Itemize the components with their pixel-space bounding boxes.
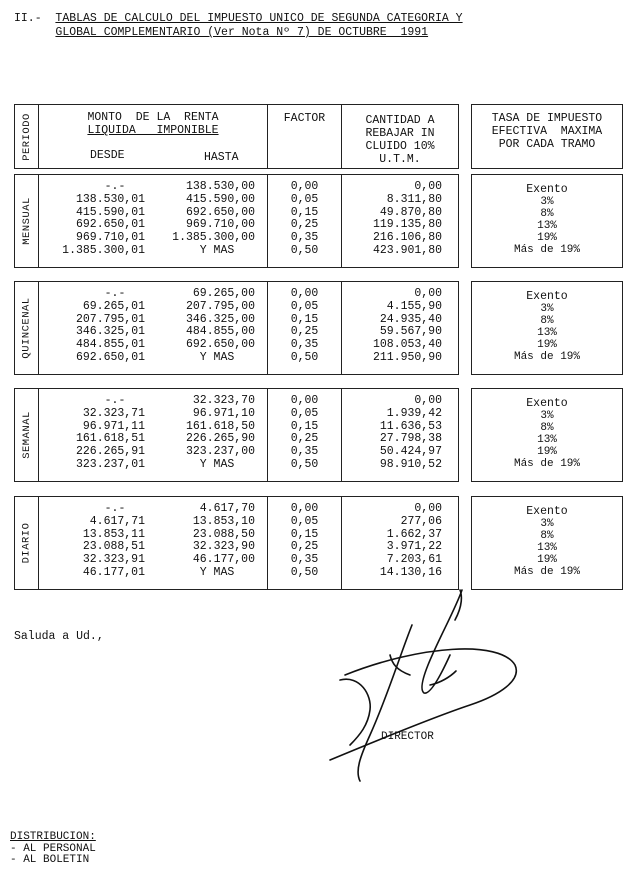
- hasta-value: 46.177,00: [192, 553, 255, 567]
- tasa-rate: 3%: [540, 410, 554, 422]
- tasa-rate: Más de 19%: [513, 244, 580, 256]
- cantidad-value: 1.662,37: [386, 527, 442, 541]
- desde-value: 13.853,11: [82, 527, 145, 541]
- factor-value: 0,15: [290, 527, 319, 541]
- desde-value: 96.971,11: [82, 419, 145, 433]
- cantidad-header-line-3: CLUIDO 10%: [365, 140, 435, 153]
- cantidad-value: 24.935,40: [379, 312, 442, 326]
- tasa-rate: 3%: [540, 196, 554, 208]
- desde-header: DESDE: [90, 149, 125, 162]
- tasa-rate: 3%: [540, 518, 554, 530]
- hasta-value: Y MAS: [199, 351, 235, 364]
- hasta-value: 138.530,00: [185, 180, 255, 193]
- signature-title: DIRECTOR: [381, 731, 434, 743]
- tasa-rate: 8%: [540, 530, 554, 542]
- factor-value: 0,05: [290, 299, 319, 313]
- tasa-rate: Exento: [526, 290, 568, 303]
- title-prefix: II.-: [14, 12, 42, 25]
- period-label: DIARIO: [20, 522, 33, 564]
- factor-value: 0,15: [290, 312, 319, 326]
- cantidad-value: 14.130,16: [379, 566, 442, 579]
- tasa-rate: 8%: [540, 422, 554, 434]
- desde-value: 226.265,91: [75, 445, 145, 459]
- tasa-block-semanal: [471, 388, 623, 482]
- hasta-value: 692.650,00: [185, 205, 255, 219]
- factor-value: 0,35: [290, 231, 319, 245]
- desde-value: 692.650,01: [75, 218, 145, 232]
- factor-value: 0,25: [290, 325, 319, 339]
- hasta-value: Y MAS: [199, 244, 235, 257]
- handwritten-signature: [300, 585, 530, 795]
- tasa-rate: 19%: [537, 339, 557, 351]
- tasa-rate: 8%: [540, 208, 554, 220]
- factor-value: 0,00: [290, 180, 319, 193]
- tasa-block-quincenal: [471, 281, 623, 375]
- tasa-rate: Más de 19%: [513, 566, 580, 578]
- cantidad-value: 277,06: [400, 514, 442, 528]
- distribution-item: - AL BOLETIN: [10, 854, 90, 866]
- cantidad-value: 3.971,22: [386, 540, 442, 554]
- cantidad-header-line-4: U.T.M.: [379, 153, 421, 166]
- cantidad-value: 1.939,42: [386, 406, 442, 420]
- tasa-rate: 13%: [537, 220, 557, 232]
- distribution-title: DISTRIBUCION:: [10, 831, 96, 843]
- tasa-rate: Exento: [526, 397, 568, 410]
- desde-value: 32.323,71: [82, 406, 145, 420]
- desde-value: 484.855,01: [75, 338, 145, 352]
- cantidad-value: 7.203,61: [386, 553, 442, 567]
- tasa-block-diario: [471, 496, 623, 590]
- tasa-rate: 19%: [537, 446, 557, 458]
- tasa-rate: 3%: [540, 303, 554, 315]
- period-label: SEMANAL: [20, 411, 33, 459]
- tasa-block-mensual: [471, 174, 623, 268]
- tasa-rate: Más de 19%: [513, 351, 580, 363]
- factor-value: 0,50: [290, 566, 319, 579]
- desde-value: 161.618,51: [75, 432, 145, 446]
- tasa-rate: Exento: [526, 505, 568, 518]
- hasta-value: 161.618,50: [185, 419, 255, 433]
- document-title: [14, 12, 463, 40]
- hasta-value: 96.971,10: [192, 406, 255, 420]
- period-block-mensual: [14, 174, 459, 268]
- factor-value: 0,35: [290, 553, 319, 567]
- factor-value: 0,00: [290, 287, 319, 300]
- desde-value: -.-: [104, 394, 126, 407]
- monto-header-line-1: MONTO DE LA RENTA: [87, 111, 219, 124]
- hasta-value: 226.265,90: [185, 432, 255, 446]
- factor-value: 0,05: [290, 192, 319, 206]
- cantidad-value: 50.424,97: [379, 445, 442, 459]
- cantidad-value: 211.950,90: [372, 351, 442, 364]
- desde-value: 32.323,91: [82, 553, 145, 567]
- desde-value: -.-: [104, 287, 126, 300]
- title-line-1: TABLAS DE CALCULO DEL IMPUESTO UNICO DE SEGUNDA CATEGORIA Y: [55, 12, 463, 25]
- tasa-rate: 13%: [537, 327, 557, 339]
- desde-value: 46.177,01: [82, 566, 145, 579]
- tasa-rate: 8%: [540, 315, 554, 327]
- hasta-value: 415.590,00: [185, 192, 255, 206]
- hasta-value: 32.323,70: [192, 394, 255, 407]
- hasta-value: 346.325,00: [185, 312, 255, 326]
- period-block-quincenal: [14, 281, 459, 375]
- factor-value: 0,05: [290, 406, 319, 420]
- cantidad-value: 0,00: [414, 180, 442, 193]
- cantidad-value: 423.901,80: [372, 244, 442, 257]
- factor-header: FACTOR: [283, 112, 326, 125]
- cantidad-value: 49.870,80: [379, 205, 442, 219]
- factor-value: 0,05: [290, 514, 319, 528]
- cantidad-value: 8.311,80: [386, 192, 442, 206]
- desde-value: 4.617,71: [89, 514, 145, 528]
- period-label: MENSUAL: [20, 197, 33, 245]
- closing-text: Saluda a Ud.,: [14, 630, 104, 643]
- title-line-2: GLOBAL COMPLEMENTARIO (Ver Nota Nº 7) DE OCTUBRE 1991: [55, 26, 429, 39]
- hasta-value: 692.650,00: [185, 338, 255, 352]
- factor-value: 0,15: [290, 419, 319, 433]
- desde-value: 23.088,51: [82, 540, 145, 554]
- tasa-rate: 13%: [537, 434, 557, 446]
- monto-header-line-2: LIQUIDA IMPONIBLE: [87, 124, 219, 137]
- hasta-value: 4.617,70: [199, 502, 255, 515]
- hasta-value: 323.237,00: [185, 445, 255, 459]
- cantidad-value: 0,00: [414, 287, 442, 300]
- desde-value: 415.590,01: [75, 205, 145, 219]
- table-header-box: [14, 104, 459, 169]
- tasa-rate: 13%: [537, 542, 557, 554]
- desde-value: -.-: [104, 180, 126, 193]
- tasa-rates: [472, 505, 622, 578]
- cantidad-value: 59.567,90: [379, 325, 442, 339]
- cantidad-value: 4.155,90: [386, 299, 442, 313]
- factor-value: 0,25: [290, 540, 319, 554]
- factor-value: 0,25: [290, 432, 319, 446]
- hasta-value: 484.855,00: [185, 325, 255, 339]
- tasa-rates: [472, 183, 622, 256]
- factor-value: 0,50: [290, 244, 319, 257]
- tasa-rate: Exento: [526, 183, 568, 196]
- hasta-value: 23.088,50: [192, 527, 255, 541]
- cantidad-header-line-2: REBAJAR IN: [365, 127, 435, 140]
- hasta-value: 969.710,00: [185, 218, 255, 232]
- distribution-item: - AL PERSONAL: [10, 842, 96, 855]
- desde-value: 207.795,01: [75, 312, 145, 326]
- hasta-header: HASTA: [204, 151, 239, 164]
- factor-value: 0,35: [290, 445, 319, 459]
- tasa-rates: [472, 290, 622, 363]
- factor-value: 0,35: [290, 338, 319, 352]
- cantidad-value: 27.798,38: [379, 432, 442, 446]
- period-block-diario: [14, 496, 459, 590]
- hasta-value: 207.795,00: [185, 299, 255, 313]
- desde-value: 1.385.300,01: [62, 244, 145, 257]
- tasa-rate: Más de 19%: [513, 458, 580, 470]
- cantidad-value: 11.636,53: [379, 419, 442, 433]
- desde-value: 969.710,01: [75, 231, 145, 245]
- hasta-value: 32.323,90: [192, 540, 255, 554]
- distribution-block: [10, 832, 96, 867]
- desde-value: 138.530,01: [75, 192, 145, 206]
- desde-value: 692.650,01: [75, 351, 145, 364]
- cantidad-header-line-1: CANTIDAD A: [365, 114, 435, 127]
- cantidad-value: 0,00: [414, 394, 442, 407]
- periodo-header: PERIODO: [20, 112, 33, 161]
- hasta-value: 69.265,00: [192, 287, 255, 300]
- cantidad-value: 98.910,52: [379, 458, 442, 471]
- factor-value: 0,00: [290, 502, 319, 515]
- cantidad-value: 0,00: [414, 502, 442, 515]
- hasta-value: 1.385.300,00: [172, 231, 255, 245]
- factor-value: 0,00: [290, 394, 319, 407]
- hasta-value: Y MAS: [199, 458, 235, 471]
- factor-value: 0,50: [290, 458, 319, 471]
- tasa-rate: 19%: [537, 232, 557, 244]
- desde-value: 69.265,01: [82, 299, 145, 313]
- period-block-semanal: [14, 388, 459, 482]
- tasa-rates: [472, 397, 622, 470]
- factor-value: 0,15: [290, 205, 319, 219]
- hasta-value: Y MAS: [199, 566, 235, 579]
- hasta-value: 13.853,10: [192, 514, 255, 528]
- desde-value: 346.325,01: [75, 325, 145, 339]
- cantidad-value: 216.106,80: [372, 231, 442, 245]
- factor-value: 0,25: [290, 218, 319, 232]
- desde-value: -.-: [104, 502, 126, 515]
- tasa-rate: 19%: [537, 554, 557, 566]
- tasa-header-box: [471, 104, 623, 169]
- period-label: QUINCENAL: [20, 297, 33, 359]
- cantidad-value: 108.053,40: [372, 338, 442, 352]
- cantidad-value: 119.135,80: [372, 218, 442, 232]
- desde-value: 323.237,01: [75, 458, 145, 471]
- tasa-header-text: TASA DE IMPUESTO EFECTIVA MAXIMA POR CADA TRAMO: [491, 112, 603, 151]
- factor-value: 0,50: [290, 351, 319, 364]
